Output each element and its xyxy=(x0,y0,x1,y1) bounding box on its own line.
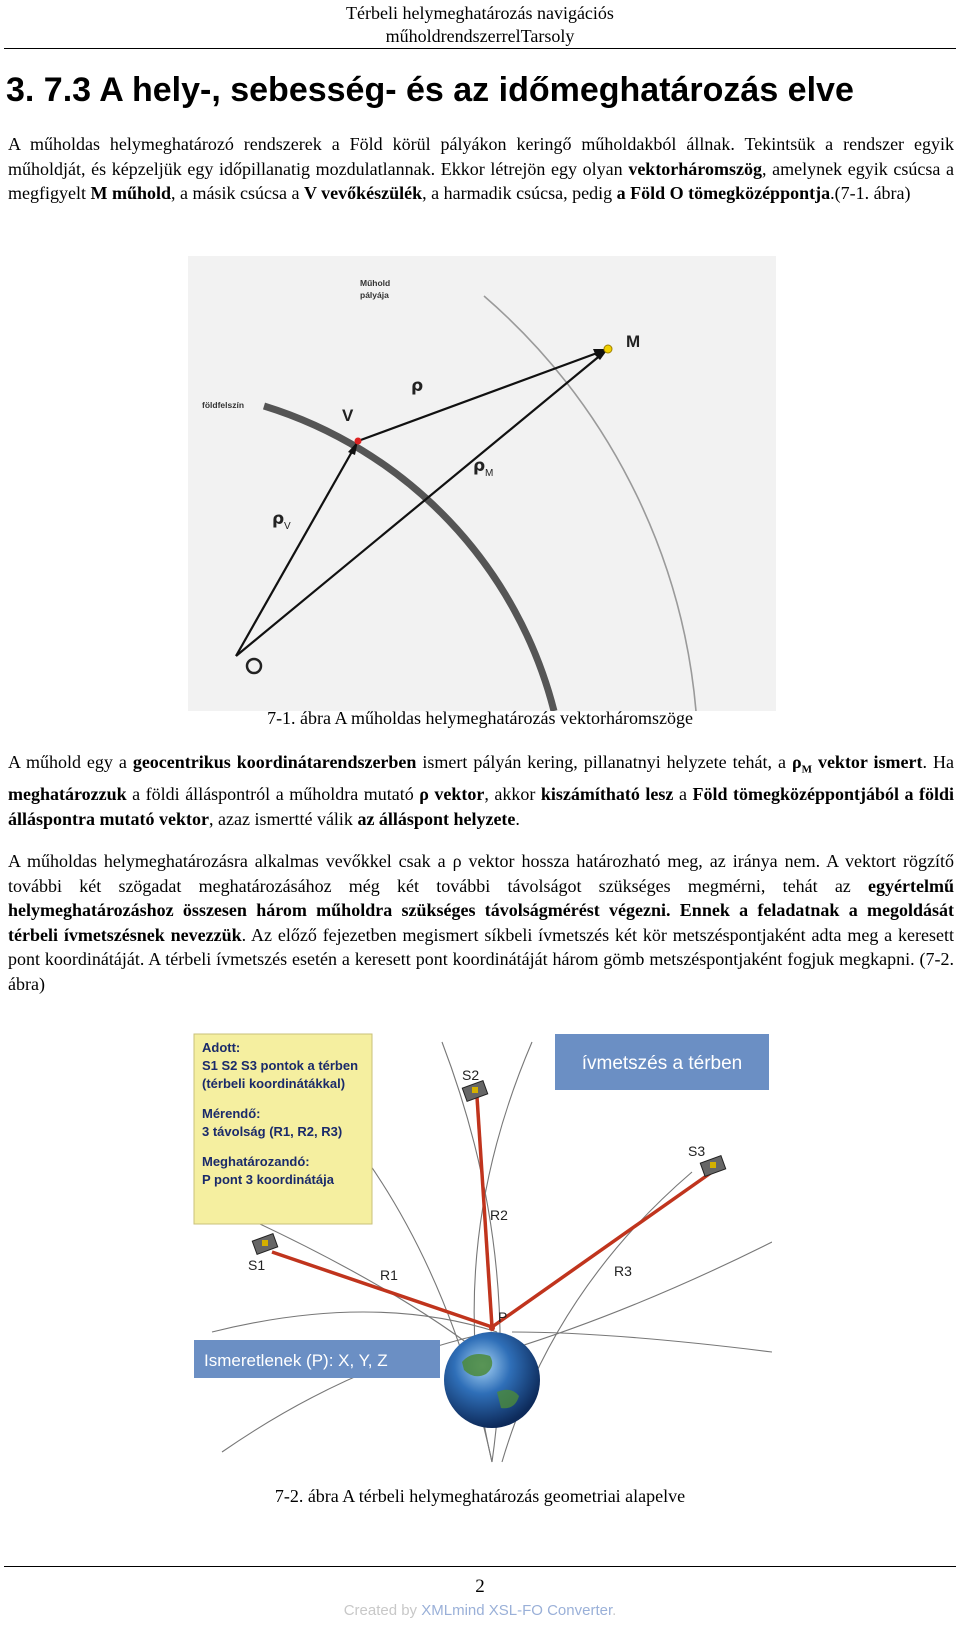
satellite-point-m xyxy=(604,345,612,353)
receiver-point-v xyxy=(355,438,362,445)
orbit-label-2: pályája xyxy=(360,290,389,300)
label-s1: S1 xyxy=(248,1257,266,1273)
header-line-1: Térbeli helymeghatározás navigációs xyxy=(346,3,614,23)
footer-rule xyxy=(4,1566,956,1567)
determine-title: Meghatározandó: xyxy=(202,1154,310,1169)
determine-line: P pont 3 koordinátája xyxy=(202,1172,334,1187)
paragraph-geocentric: A műhold egy a geocentrikus koordinátarendszerben ismert pályán kering, pillanatnyi helyzete tehát, a $\rho_M$ vektor ismert. Ha meghatározzuk a földi álláspontról a műholdra mutató ρ vektor, akkor kiszámítható lesz a Föld tömegközéppontjából a földi álláspontra mutató vektor, azaz ismertté válik az álláspont helyzete. xyxy=(8,752,955,829)
measure-line: 3 távolság (R1, R2, R3) xyxy=(202,1124,343,1139)
unknowns-box-text: Ismeretlenek (P): X, Y, Z xyxy=(204,1351,388,1370)
page-number: 2 xyxy=(475,1576,485,1597)
orbit-label-1: Műhold xyxy=(360,278,391,288)
title-box-text: ívmetszés a térben xyxy=(581,1053,743,1074)
label-r3: R3 xyxy=(614,1263,632,1279)
label-r2: R2 xyxy=(490,1207,508,1223)
given-line-2: (térbeli koordinátákkal) xyxy=(202,1076,346,1091)
running-header xyxy=(0,2,960,48)
section-title: 3. 7.3 A hely-, sebesség- és az időmeghatározás elve xyxy=(6,71,854,109)
paragraph-intro: A műholdas helymeghatározó rendszerek a Föld körül pályákon keringő műholdakból állnak. Tekintsük a rendszer egyik műholdját, és képzeljük egy időpillanatig mozdulatlannak. Ekkor létrejön egy olyan vektorháromszög, amelynek egyik csúcsa a megfigyelt M műhold, a másik csúcsa a V vevőkészülék, a harmadik csúcsa, pedig a Föld O tömegközéppontja.(7-1. ábra) xyxy=(8,134,954,203)
figure-vector-triangle xyxy=(188,256,776,711)
label-s3: S3 xyxy=(688,1143,706,1159)
label-rho: ρ xyxy=(411,376,424,396)
given-line-1: S1 S2 S3 pontok a térben xyxy=(202,1058,359,1073)
generator-footer: Created by XMLmind XSL-FO Converter. xyxy=(343,1602,617,1619)
given-title: Adott: xyxy=(202,1040,241,1055)
label-m: M xyxy=(626,332,641,351)
label-rho-m: ρ xyxy=(473,456,486,476)
point-p xyxy=(489,1325,495,1331)
label-rho-v-sub: V xyxy=(284,521,291,532)
surface-label: földfelszín xyxy=(202,400,245,410)
figure-2-caption: 7-2. ábra A térbeli helymeghatározás geometriai alapelve xyxy=(274,1486,686,1506)
generator-brand-link[interactable]: XMLmind XSL-FO Converter xyxy=(421,1602,613,1619)
label-p: P xyxy=(498,1309,508,1325)
label-rho-m-sub: M xyxy=(485,468,494,479)
header-rule xyxy=(4,48,956,49)
figure-1-caption: 7-1. ábra A műholdas helymeghatározás vektorháromszöge xyxy=(267,708,693,728)
label-rho-v: ρ xyxy=(272,509,285,529)
figure-spatial-trilateration xyxy=(192,1032,772,1464)
label-v: V xyxy=(342,406,354,425)
label-s2: S2 xyxy=(462,1067,480,1083)
measure-title: Mérendő: xyxy=(202,1106,261,1121)
paragraph-trilateration: A műholdas helymeghatározásra alkalmas vevőkkel csak a ρ vektor hossza határozható meg, az iránya nem. A vektort rögzítő további két szögadat meghatározásához még két további távolságot szükséges megmérni, tehát az egyértelmű helymeghatározáshoz összesen három műholdra szükséges távolságmérést végezni. Ennek a feladatnak a megoldását térbeli ívmetszésnek nevezzük. Az előző fejezetben megismert síkbeli ívmetszés két kör metszéspontjaként adta meg a keresett pont koordinátáját. A térbeli ívmetszés esetén a keresett pont koordinátáját három gömb metszéspontjaként fogjuk megkapni. (7-2. ábra) xyxy=(8,851,954,994)
earth-globe xyxy=(444,1332,540,1428)
label-r1: R1 xyxy=(380,1267,398,1283)
header-line-2: műholdrendszerrelTarsoly xyxy=(385,26,575,46)
